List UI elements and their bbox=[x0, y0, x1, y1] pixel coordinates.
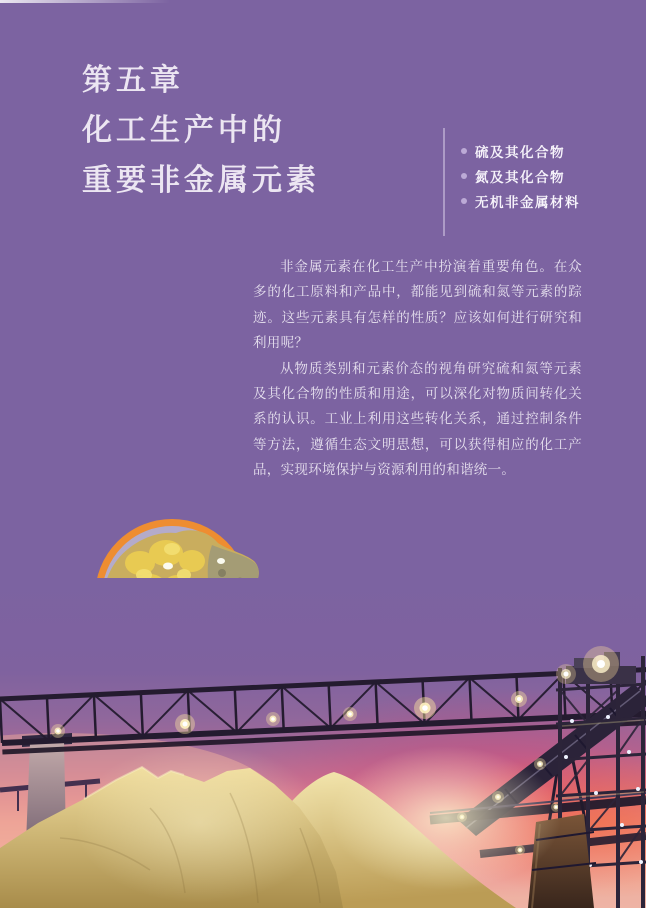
bullet-icon bbox=[461, 173, 467, 179]
section-list-items bbox=[445, 128, 580, 238]
bullet-icon bbox=[461, 198, 467, 204]
section-item-sulfur bbox=[461, 138, 580, 163]
intro-paragraph-1: 非金属元素在化工生产中扮演着重要角色。在众多的化工原料和产品中，都能见到硫和氮等元素的踪迹。这些元素具有怎样的性质？应该如何进行研究和利用呢？ bbox=[253, 259, 582, 351]
chapter-title bbox=[82, 56, 320, 206]
bullet-icon bbox=[461, 148, 467, 154]
intro-paragraphs bbox=[253, 254, 582, 483]
scan-edge bbox=[0, 0, 170, 3]
sulfur-stockpile-photo bbox=[0, 578, 646, 908]
section-item-label: 无机非金属材料 bbox=[475, 194, 580, 210]
section-item-nitrogen bbox=[461, 163, 580, 188]
intro-paragraph-2: 从物质类别和元素价态的视角研究硫和氮等元素及其化合物的性质和用途，可以深化对物质间转化关系的认识。工业上利用这些转化关系，通过控制条件等方法，遵循生态文明思想，可以获得相应的化工产品，实现环境保护与资源利用的和谐统一。 bbox=[253, 360, 582, 478]
section-item-label: 氮及其化合物 bbox=[475, 169, 565, 185]
chapter-title-line2: 重要非金属元素 bbox=[82, 164, 320, 197]
section-item-label: 硫及其化合物 bbox=[475, 144, 565, 160]
section-item-inorganic-materials bbox=[461, 188, 580, 213]
section-list bbox=[443, 128, 580, 238]
chapter-title-line1: 化工生产中的 bbox=[82, 114, 286, 147]
chapter-number: 第五章 bbox=[82, 64, 184, 97]
